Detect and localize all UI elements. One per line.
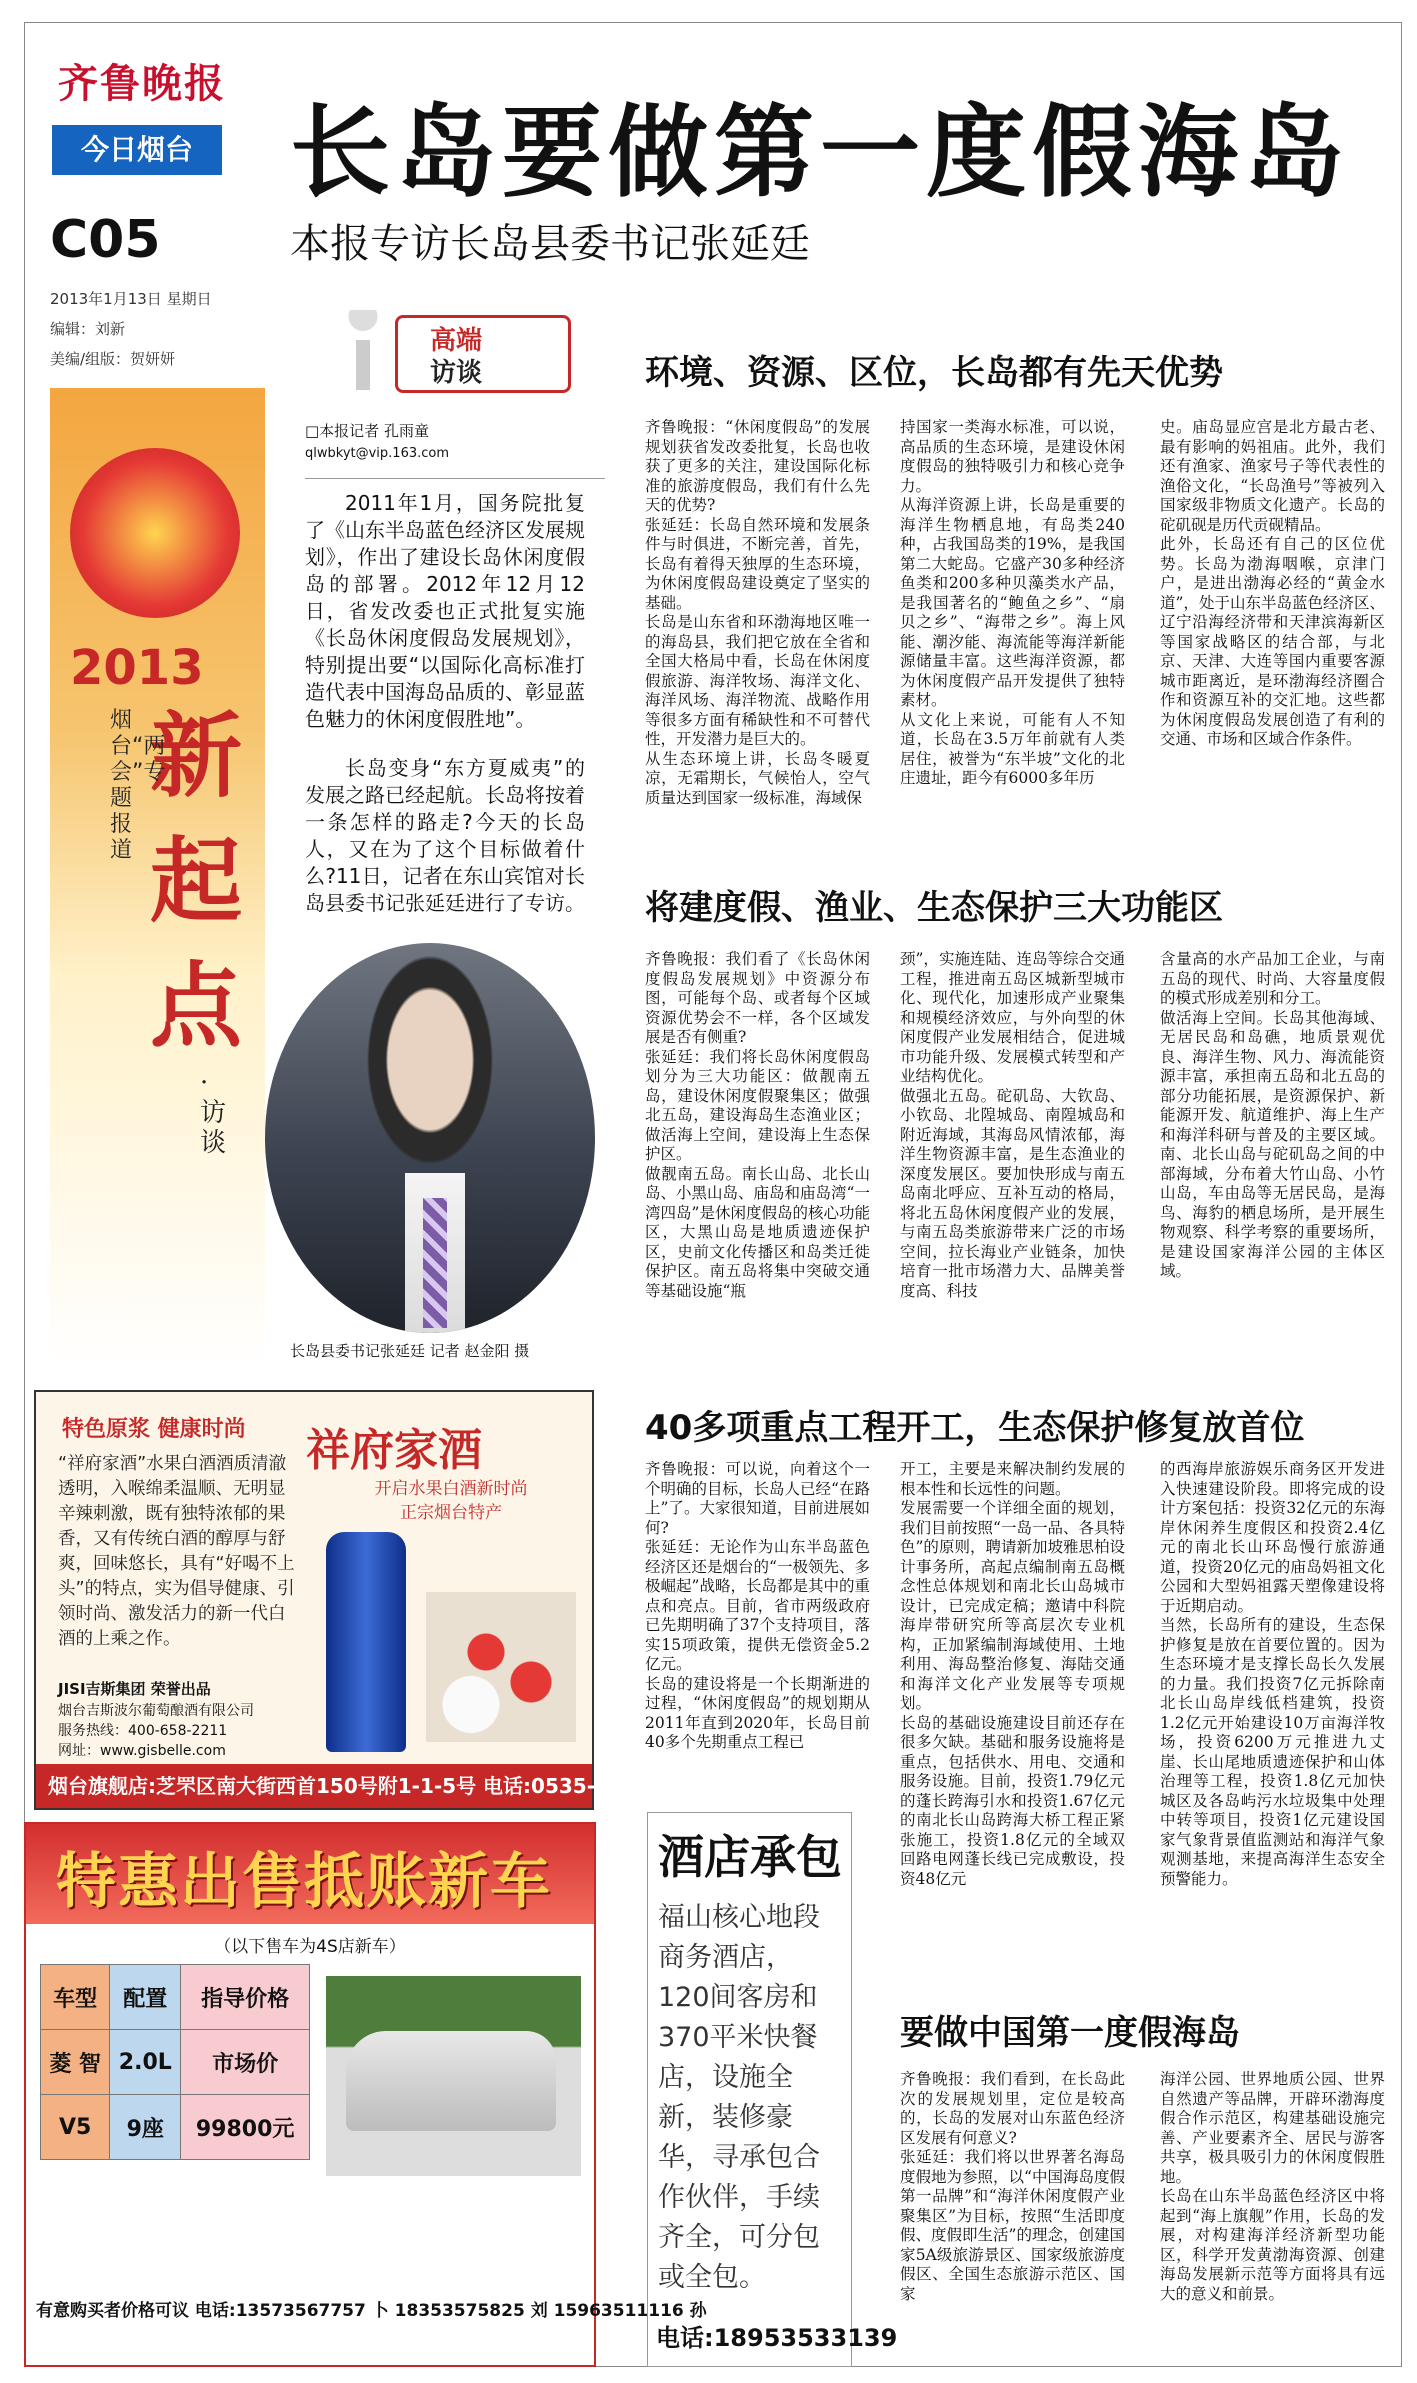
main-headline: 长岛要做第一度假海岛	[290, 94, 1350, 211]
banner-year: 2013	[70, 640, 204, 696]
table-row: 菱 智 2.0L 市场价	[41, 2030, 310, 2095]
section-3-column-2: 开工，主要是来解决制约发展的根本性和长远性的问题。 发展需要一个详细全面的规划，我们目前按照“一岛一品、各具特色”的原则，聘请新加坡雅思柏设计事务所，高起点编制南五岛概念性总体规划和南北长山岛城市设计，已完成定稿；邀请中科院海岸带研究所等高层次专业机构，正加紧编制海域使用、土地利用、海岛整治修复、海陆交通和海洋文化产业发展等专项规划。 长岛的基础设施建设目前还存在很多欠缺。基础和服务设施将是重点，包括供水、用电、交通和服务设施。目前，投资1.79亿元的蓬长跨海引水和投资1.67亿元的南北长山岛跨海大桥工程正紧张施工，投资1.8亿元的全域双回路电网蓬长线已完成敷设，投资48亿元	[900, 1460, 1125, 1888]
banner-char-3: 点	[150, 952, 243, 1060]
car-ad	[24, 1822, 707, 2367]
feature-banner	[50, 388, 265, 1368]
reporter-email: qlwbkyt@vip.163.com	[305, 446, 450, 461]
section-3-column-3: 的西海岸旅游娱乐商务区开发进入快速建设阶段。即将完成的设计方案包括：投资32亿元的东海岸休闲养生度假区和投资2.4亿元的南北长山环岛慢行旅游通道，投资20亿元的庙岛妈祖文化公园和大型妈祖露天塑像建设将于近期启动。 当然，长岛所有的建设，生态保护修复是放在首要位置的。因为生态环境才是支撑长岛长久发展的力量。我们投资7亿元拆除南北长山岛岸线低档建筑，投资1.2亿元开始建设10万亩海洋牧场，投资6200万元推进九丈崖、长山尾地质遗迹保护和山体治理等工程，投资1.8亿元加快城区及各岛屿污水垃圾集中处理中转等项目，投资1亿元建设国家气象背景值监测站和海洋气象观测基地，来提高海洋生态安全预警能力。	[1160, 1460, 1385, 1888]
liquor-ad-tagline: 特色原浆 健康时尚	[62, 1417, 246, 1442]
car-ad-note: （以下售车为4S店新车）	[214, 1937, 406, 1957]
liquor-slogan: 开启水果白酒新时尚 正宗烟台特产	[374, 1479, 528, 1523]
hotel-ad-phone: 电话:18953533139	[656, 2324, 898, 2352]
section-2-column-2: 颈”，实施连陆、连岛等综合交通工程，推进南五岛区城新型城市化、现代化，加速形成产业聚集和规模经济效应，与外向型的休闲度假产业发展相结合，促进城市功能升级、发展模式转型和产业结构优化。 做强北五岛。砣矶岛、大钦岛、小钦岛、北隍城岛、南隍城岛和附近海域，其海岛风情浓郁，海洋生物资源丰富，是生态渔业的深度发展区。要加快形成与南五岛南北呼应、互补互动的格局，将北五岛休闲度假产业的发展，与南五岛类旅游带来广泛的市场空间，拉长海业产业链条，加快培育一批市场潜力大、品牌美誉度高、科技	[900, 950, 1125, 1300]
sub-headline: 本报专访长岛县委书记张延廷	[290, 221, 810, 267]
issue-date: 2013年1月13日 星期日	[50, 290, 212, 308]
hotel-ad-title: 酒店承包	[658, 1830, 842, 1884]
hotel-ad	[647, 1812, 898, 2367]
car-ad-title: 特惠出售抵账新车	[56, 1847, 552, 1917]
section-2-column-3: 含量高的水产品加工企业，与南五岛的现代、时尚、大容量度假的模式形成差别和分工。 做活海上空间。长岛其他海域、无居民岛和岛礁，地质景观优良、海洋生物、风力、海流能资源丰富，承担南五岛和北五岛的部分功能拓展，是资源保护、新能源开发、航道维护、海上生产和海洋科研与普及的主要区域。南、北长山岛与砣矶岛之间的中部海域，分布着大竹山岛、小竹山岛，车由岛等无居民岛，是海鸟、海豹的栖息场所，是开展生物观察、科学考察的重要场所，是建设国家海洋公园的主体区域。	[1160, 950, 1385, 1280]
hotel-ad-text: 福山核心地段商务酒店，120间客房和370平米快餐店，设施全新，装修豪华，寻承包合作伙伴，手续齐全，可分包或全包。	[658, 1902, 820, 2293]
table-row: 车型 配置 指导价格	[41, 1965, 310, 2030]
banner-char-1: 新	[150, 702, 243, 810]
emblem-icon	[70, 448, 240, 618]
designer-credit: 美编/组版：贺妍妍	[50, 350, 176, 368]
portrait-photo	[265, 943, 595, 1333]
car-photo	[326, 1976, 581, 2176]
table-row: V5 9座 99800元	[41, 2095, 310, 2160]
section-4-column-1: 齐鲁晚报：我们看到，在长岛此次的发展规划里，定位是较高的，长岛的发展对山东蓝色经济区发展有何意义? 张延廷：我们将以世界著名海岛度假地为参照，以“中国海岛度假第一品牌”和“海洋休闲度假产业聚集区”为目标，按照“生活即度假、度假即生活”的理念，创建国家5A级旅游景区、国家级旅游度假区、全国生态旅游示范区、国家	[900, 2070, 1125, 2303]
editor-credit: 编辑：刘新	[50, 320, 126, 338]
photo-caption: 长岛县委书记张延廷 记者 赵金阳 摄	[290, 1342, 530, 1360]
liquor-store-info: 烟台旗舰店:芝罘区南大街西首150号附1-1-5号 电话:0535-6694999	[36, 1764, 592, 1808]
lead-paragraph-1: 2011年1月，国务院批复了《山东半岛蓝色经济区发展规划》，作出了建设长岛休闲度假岛的部署。2012年12月12日，省发改委也正式批复实施《长岛休闲度假岛发展规划》，特别提出要“以国际化高标准打造代表中国海岛品质的、彰显蓝色魅力的休闲度假胜地”。	[305, 491, 585, 731]
reporter-byline: □本报记者 孔雨童	[305, 422, 429, 440]
banner-small-text: ·访谈	[200, 1068, 227, 1158]
section-1-column-2: 持国家一类海水标准，可以说，高品质的生态环境，是建设休闲度假岛的独特吸引力和核心竞争力。 从海洋资源上讲，长岛是重要的海洋生物栖息地，有岛类240种，占我国岛类的19%，是我国第二大蛇岛。它盛产30多种经济鱼类和200多种贝藻类水产品，是我国著名的“鲍鱼之乡”、“扇贝之乡”、“海带之乡”。海上风能、潮汐能、海流能等海洋新能源储量丰富。这些海洋资源，都为休闲度假产品开发提供了独特素材。 从文化上来说，可能有人不知道，长岛在3.5万年前就有人类居住，被誉为“东半坡”文化的北庄遗址，距今有6000多年历	[900, 418, 1125, 787]
liquor-company: 烟台吉斯波尔葡萄酿酒有限公司	[58, 1703, 254, 1719]
section-1-column-1: 齐鲁晚报：“休闲度假岛”的发展规划获省发改委批复，长岛也收获了更多的关注，建设国际化标准的旅游度假岛，我们有什么先天的优势? 张延廷：长岛自然环境和发展条件与时俱进，不断完善，首先，长岛有着得天独厚的生态环境，为休闲度假岛建设奠定了坚实的基础。 长岛是山东省和环渤海地区唯一的海岛县，我们把它放在全省和全国大格局中看，长岛在休闲度假旅游、海洋牧场、海洋文化、海洋风场、海洋物流、战略作用等很多方面有稀缺性和不可替代性，开发潜力是巨大的。 从生态环境上讲，长岛冬暖夏凉，无霜期长，气候怡人，空气质量达到国家一级标准，海域保	[645, 418, 870, 807]
section-tag: 今日烟台	[52, 125, 222, 175]
liquor-service: 服务热线：400-658-2211	[58, 1723, 228, 1739]
liquor-description: “祥府家酒”水果白酒酒质清澈透明，入喉绵柔温顺、无明显辛辣刺激，既有独特浓郁的果香，又有传统白酒的醇厚与舒爽，回味悠长，具有“好喝不上头”的特点，实为倡导健康、引领时尚、激发活力的新一代白酒的上乘之作。	[58, 1454, 295, 1649]
fruit-image	[426, 1592, 576, 1742]
badge-line-2: 访谈	[430, 358, 483, 388]
section-heading-2: 将建度假、渔业、生态保护三大功能区	[645, 888, 1223, 928]
section-1-column-3: 史。庙岛显应宫是北方最古老、最有影响的妈祖庙。此外，我们还有渔家、渔家号子等代表性的渔俗文化，“长岛渔号”等被列入国家级非物质文化遗产。长岛的砣矶砚是历代贡砚精品。 此外，长岛还有自己的区位优势。长岛为渤海咽喉，京津门户，是进出渤海必经的“黄金水道”，处于山东半岛蓝色经济区、辽宁沿海经济带和天津滨海新区等国家战略区的结合部，与北京、天津、大连等国内重要客源城市距离近，是环渤海经济圈合作和资源互补的交汇地。这些都为休闲度假岛发展创造了有利的交通、市场和区域合作条件。	[1160, 418, 1385, 748]
liquor-brand: 祥府家酒	[306, 1425, 482, 1476]
figure-icon	[345, 310, 381, 390]
interview-badge	[305, 300, 585, 400]
liquor-ad	[34, 1390, 693, 1810]
bottle-icon	[326, 1532, 406, 1752]
newspaper-logo: 齐鲁晚报	[58, 60, 226, 107]
car-price-table	[40, 1964, 310, 2160]
page-number: C05	[50, 210, 161, 270]
section-heading-3: 40多项重点工程开工，生态保护修复放首位	[645, 1408, 1305, 1448]
lead-paragraph-2: 长岛变身“东方夏威夷”的发展之路已经起航。长岛将按着一条怎样的路走?今天的长岛人，又在为了这个目标做着什么?11日，记者在东山宾馆对长岛县委书记张延廷进行了专访。	[305, 756, 585, 915]
section-3-column-1: 齐鲁晚报：可以说，向着这个一个明确的目标，长岛人已经“在路上”了。大家很知道，目前进展如何? 张延廷：无论作为山东半岛蓝色经济区还是烟台的“一极领先、多极崛起”战略，长岛都是其中的重点和亮点。目前，省市两级政府已先期明确了37个支持项目，落实15项政策，提供无偿资金5.2亿元。 长岛的建设将是一个长期渐进的过程，“休闲度假岛”的规划期从2011年直到2020年，长岛目前40多个先期重点工程已	[645, 1460, 870, 1751]
section-heading-1: 环境、资源、区位，长岛都有先天优势	[645, 353, 1223, 393]
badge-line-1: 高端	[430, 326, 483, 356]
banner-vertical-text: 烟台“两会”专题报道	[110, 708, 166, 863]
section-heading-4: 要做中国第一度假海岛	[900, 2013, 1240, 2053]
section-2-column-1: 齐鲁晚报：我们看了《长岛休闲度假岛发展规划》中资源分布图，可能每个岛、或者每个区域资源优势会不一样，各个区域发展是否有侧重? 张延廷：我们将长岛休闲度假岛划分为三大功能区：做靓南五岛，建设休闲度假聚集区；做强北五岛，建设海岛生态渔业区；做活海上空间，建设海上生态保护区。 做靓南五岛。南长山岛、北长山岛、小黑山岛、庙岛和庙岛湾“一湾四岛”是休闲度假岛的核心功能区，大黑山岛是地质遗迹保护区，史前文化传播区和岛类迁徙保护区。南五岛将集中突破交通等基础设施“瓶	[645, 950, 870, 1300]
section-4-column-2: 海洋公园、世界地质公园、世界自然遗产等品牌，开辟环渤海度假合作示范区，构建基础设施完善、产业要素齐全、居民与游客共享，极具吸引力的休闲度假胜地。 长岛在山东半岛蓝色经济区中将起到“海上旗舰”作用，长岛的发展，对构建海洋经济新型功能区，科学开发黄渤海资源、创建海岛发展新示范等方面将具有远大的意义和前景。	[1160, 2070, 1385, 2303]
car-ad-contact: 有意购买者价格可议 电话:13573567757 卜 18353575825 刘 15963511116 孙	[36, 2301, 707, 2321]
liquor-website: 网址：www.gisbelle.com	[58, 1743, 226, 1759]
banner-char-2: 起	[150, 827, 243, 935]
liquor-maker: JISI吉斯集团 荣誉出品	[58, 1680, 211, 1698]
